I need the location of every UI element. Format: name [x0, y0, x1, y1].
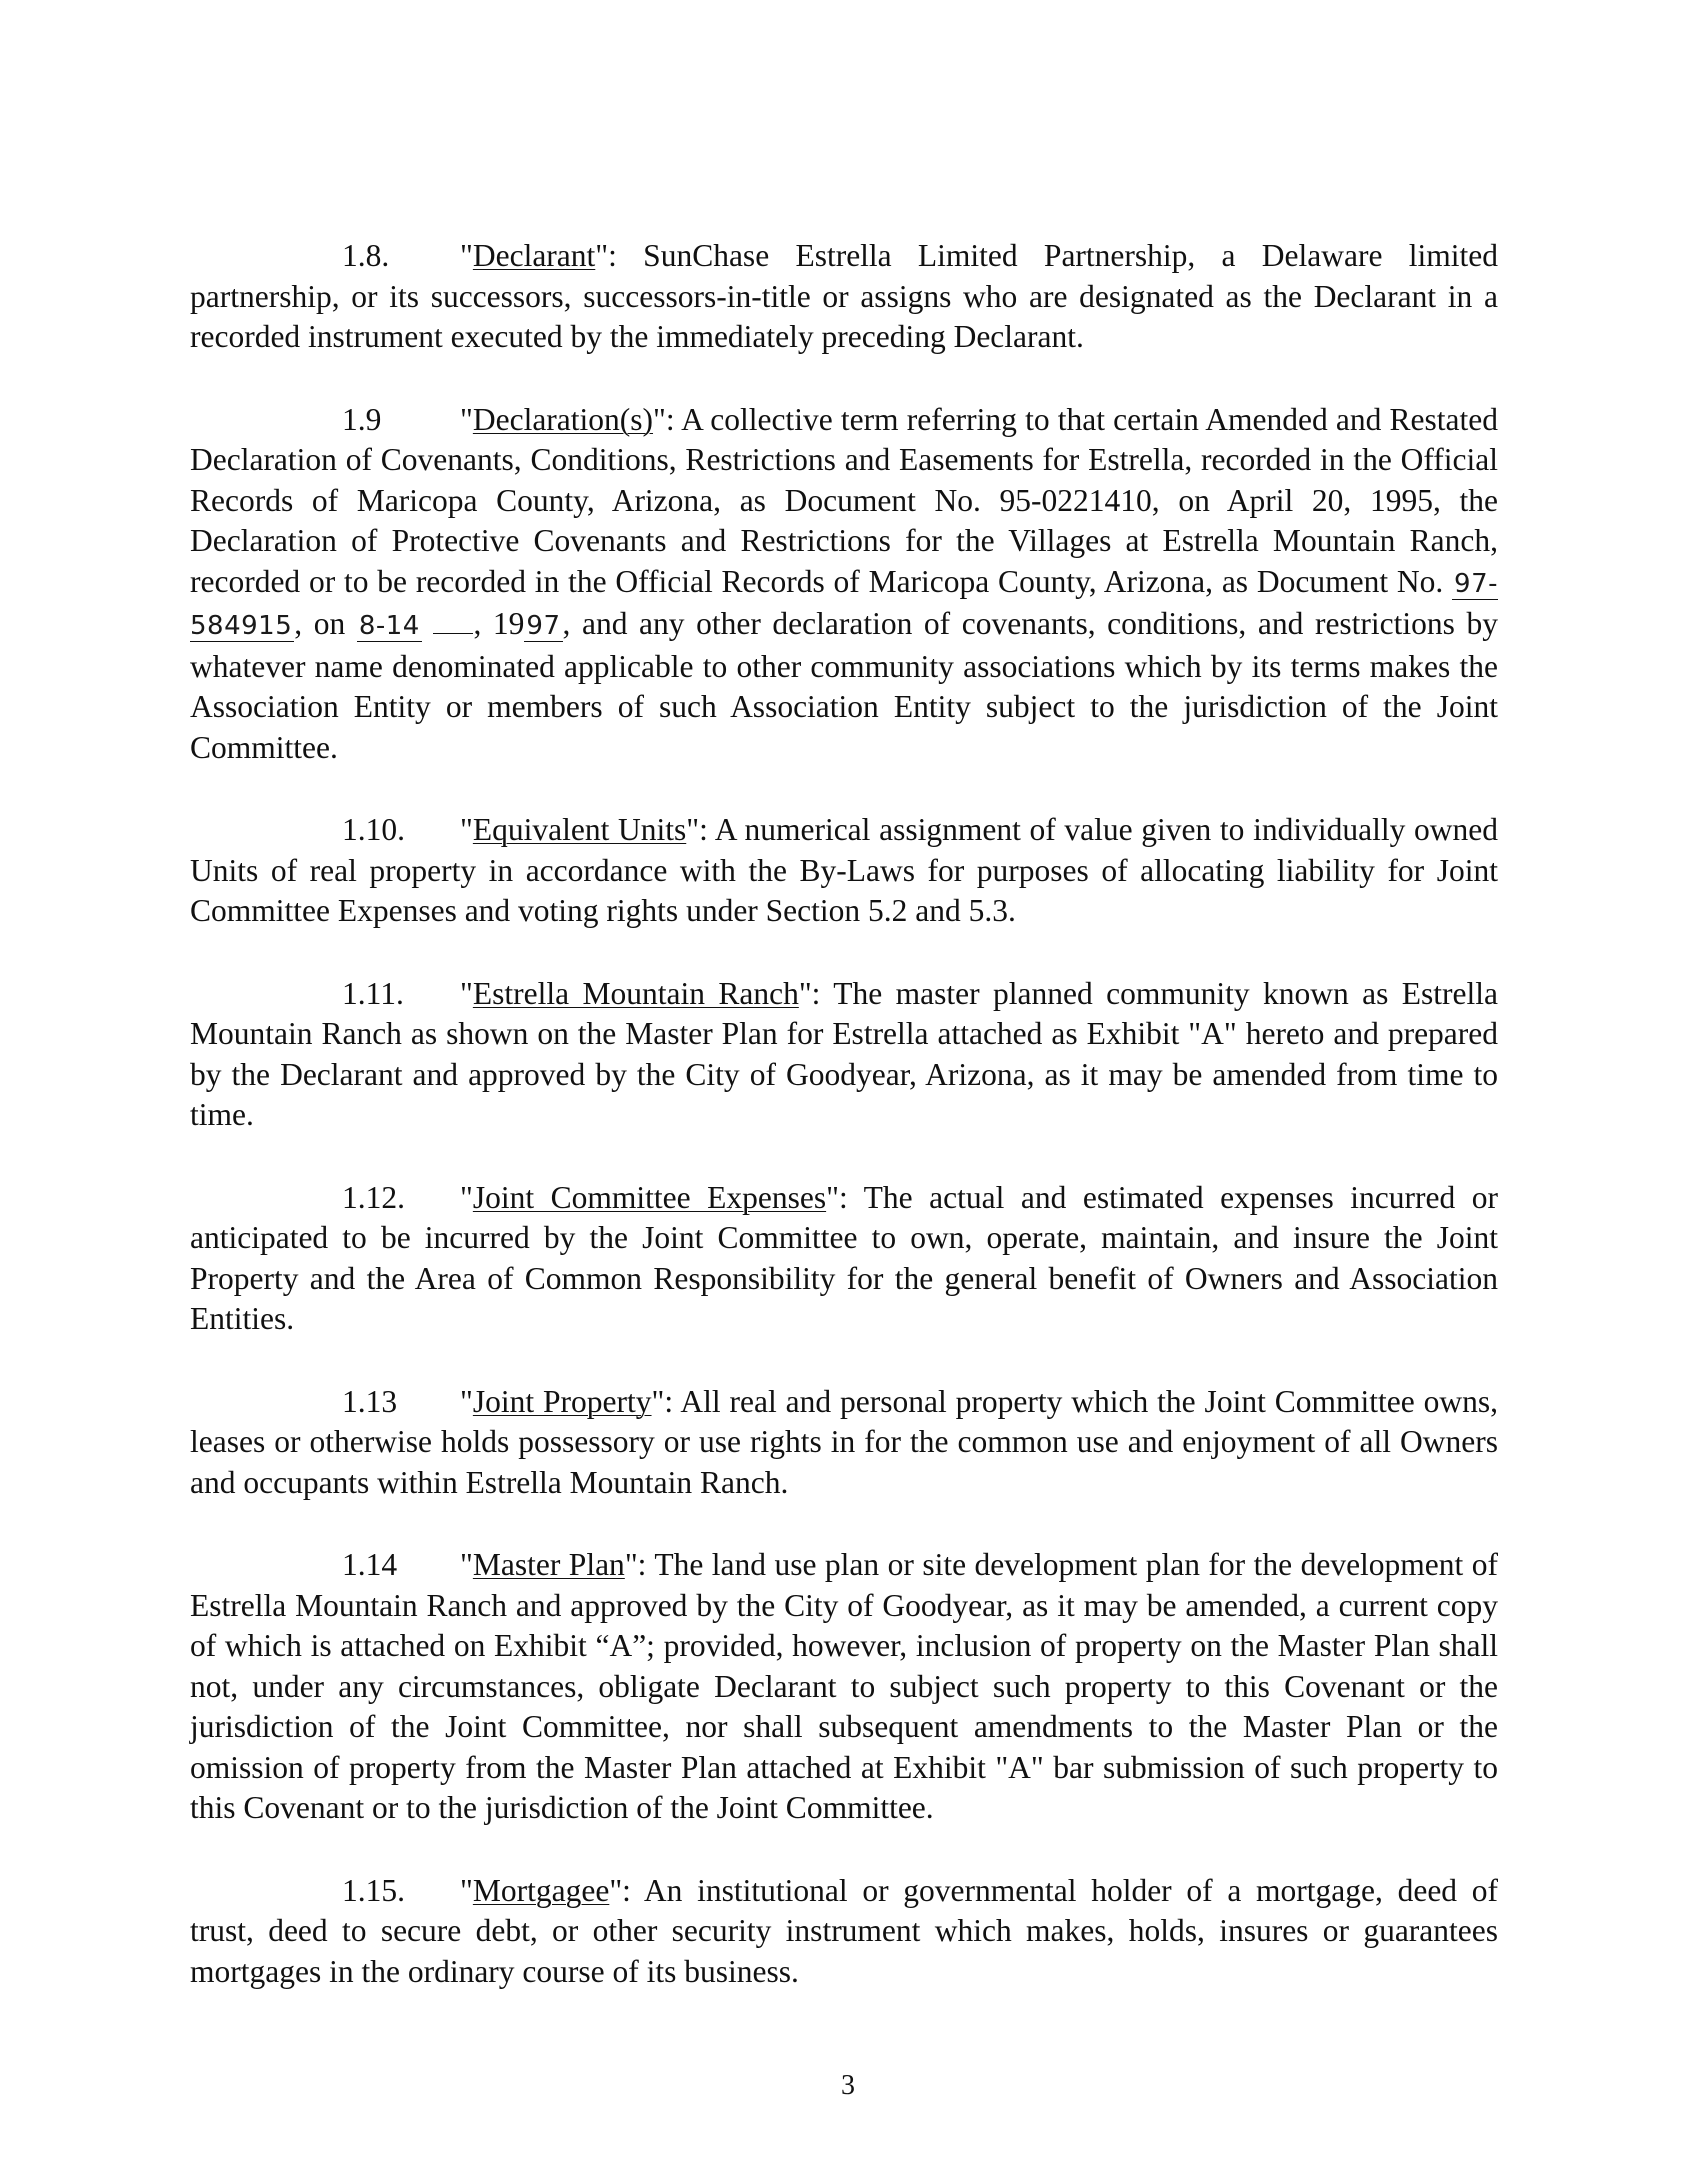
defined-term: Joint Property [472, 1383, 652, 1419]
section-1-15: 1.15. "Mortgagee": An institutional or governmental holder of a mortgage, deed of trust, deed to secure debt, or other security instrument which makes, holds, insures or guarantees mortgages in the ordinary course of its business. [190, 1872, 1499, 1989]
handwritten-year: 97 [526, 611, 561, 641]
definition-text-after: , and any other declaration of covenants, conditions, and restrictions by whatever name denominated applicable to other community associations which by its terms makes the Association Entity or members of such Association Entity subject to the jurisdiction of the Joint Committee. [190, 606, 1499, 765]
definition-text: The master planned community known as Estrella Mountain Ranch as shown on the Master Plan for Estrella attached as Exhibit "A" hereto and prepared by the Declarant and approved by the City of Goodyear, Arizona, as it may be amended from time to time. [190, 975, 1498, 1132]
defined-term: Master Plan [472, 1547, 625, 1582]
section-1-12: 1.12. "Joint Committee Expenses": The actual and estimated expenses incurred or anticipated to be incurred by the Joint Committee to own, operate, maintain, and insure the Joint Property and the Area of Common Responsibility for the general benefit of Owners and Association Entities. [190, 1179, 1498, 1336]
defined-term: Mortgagee [472, 1872, 610, 1908]
section-number: 1.9 [342, 401, 382, 437]
section-number: 1.8. [342, 238, 390, 273]
definition-text: A collective term referring to that certain Amended and Restated Declaration of Covenants, Conditions, Restrictions and Easements for Estrella, recorded in the Official Records of Maricopa County, Arizona, as Document No. 95-0221410, on April 20, 1995, the Declaration of Protective Covenants and Restrictions for the Villages at Estrella Mountain Ranch, recorded or to be recorded in the Official Records of Maricopa County, Arizona, as Document No. [190, 401, 1499, 599]
definition-text: An institutional or governmental holder of a mortgage, deed of trust, deed to secure debt, or other security instrument which makes, holds, insures or guarantees mortgages in the ordinary course of its business. [190, 1872, 1499, 1989]
section-1-8: 1.8. "Declarant": SunChase Estrella Limited Partnership, a Delaware limited partnership, or its successors, successors-in-title or assigns who are designated as the Declarant in a recorded instrument executed by the immediately preceding Declarant. [190, 238, 1498, 354]
definition-text: A numerical assignment of value given to individually owned Units of real property in accordance with the By-Laws for purposes of allocating liability for Joint Committee Expenses and voting rights under Section 5.2 and 5.3. [190, 812, 1498, 928]
section-number: 1.14 [342, 1547, 398, 1582]
defined-term: Declaration(s) [472, 401, 654, 437]
section-number: 1.13 [342, 1383, 398, 1419]
definition-text: The actual and estimated expenses incurred or anticipated to be incurred by the Joint Committee to own, operate, maintain, and insure the Joint Property and the Area of Common Responsibility for the general benefit of Owners and Association Entities. [190, 1179, 1498, 1336]
definition-text: SunChase Estrella Limited Partnership, a Delaware limited partnership, or its successors, successors-in-title or assigns who are designated as the Declarant in a recorded instrument executed by the immediately preceding Declarant. [190, 238, 1498, 354]
section-1-9: 1.9 "Declaration(s)": A collective term referring to that certain Amended and Restated Declaration of Covenants, Conditions, Restrictions and Easements for Estrella, recorded in the Official Records of Maricopa County, Arizona, as Document No. 95-0221410, on April 20, 1995, the Declaration of Protective Covenants and Restrictions for the Villages at Estrella Mountain Ranch, recorded or to be recorded in the Official Records of Maricopa County, Arizona, as Document No. 97-584915, on 8-14 , 1997, and any other declaration of covenants, conditions, and restrictions by whatever name denominated applicable to other community associations which by its terms makes the Association Entity or members of such Association Entity subject to the jurisdiction of the Joint Committee. [190, 401, 1499, 765]
definitions-body [190, 236, 1498, 2034]
section-number: 1.10. [342, 812, 405, 847]
handwritten-date: 8-14 [358, 611, 420, 641]
section-1-13: 1.13 "Joint Property": All real and personal property which the Joint Committee owns, leases or otherwise holds possessory or use rights in for the common use and enjoyment of all Owners and occupants within Estrella Mountain Ranch. [190, 1383, 1499, 1500]
section-1-14: 1.14 "Master Plan": The land use plan or site development plan for the development of Estrella Mountain Ranch and approved by the City of Goodyear, as it may be amended, a current copy of which is attached on Exhibit “A”; provided, however, inclusion of property on the Master Plan shall not, under any circumstances, obligate Declarant to subject such property to this Covenant or the jurisdiction of the Joint Committee, nor shall subsequent amendments to the Master Plan or the omission of property from the Master Plan attached at Exhibit "A" bar submission of such property to this Covenant or to the jurisdiction of the Joint Committee. [190, 1547, 1498, 1825]
definition-text-year: , 19 [473, 606, 525, 641]
page-number: 3 [841, 2070, 855, 2101]
defined-term: Estrella Mountain Ranch [472, 975, 799, 1011]
defined-term: Declarant [472, 238, 596, 273]
definition-text: The land use plan or site development plan for the development of Estrella Mountain Ranch and approved by the City of Goodyear, as it may be amended, a current copy of which is attached on Exhibit “A”; provided, however, inclusion of property on the Master Plan shall not, under any circumstances, obligate Declarant to subject such property to this Covenant or the jurisdiction of the Joint Committee, nor shall subsequent amendments to the Master Plan or the omission of property from the Master Plan attached at Exhibit "A" bar submission of such property to this Covenant or to the jurisdiction of the Joint Committee. [190, 1547, 1498, 1825]
defined-term: Joint Committee Expenses [472, 1179, 827, 1215]
definition-text: All real and personal property which the Joint Committee owns, leases or otherwise holds possessory or use rights in for the common use and enjoyment of all Owners and occupants within Estrella Mountain Ranch. [190, 1383, 1499, 1500]
section-1-11: 1.11. "Estrella Mountain Ranch": The master planned community known as Estrella Mountain Ranch as shown on the Master Plan for Estrella attached as Exhibit "A" hereto and prepared by the Declarant and approved by the City of Goodyear, Arizona, as it may be amended from time to time. [190, 975, 1498, 1132]
section-1-10: 1.10. "Equivalent Units": A numerical assignment of value given to individually owned Units of real property in accordance with the By-Laws for purposes of allocating liability for Joint Committee Expenses and voting rights under Section 5.2 and 5.3. [190, 812, 1498, 928]
section-number: 1.15. [342, 1872, 405, 1908]
defined-term: Equivalent Units [472, 812, 687, 847]
blank-line [433, 611, 473, 634]
definition-text-on: , on [294, 606, 346, 641]
section-number: 1.12. [342, 1179, 405, 1215]
section-number: 1.11. [342, 975, 404, 1011]
handwritten-document-number: 97-584915 [190, 568, 1499, 641]
